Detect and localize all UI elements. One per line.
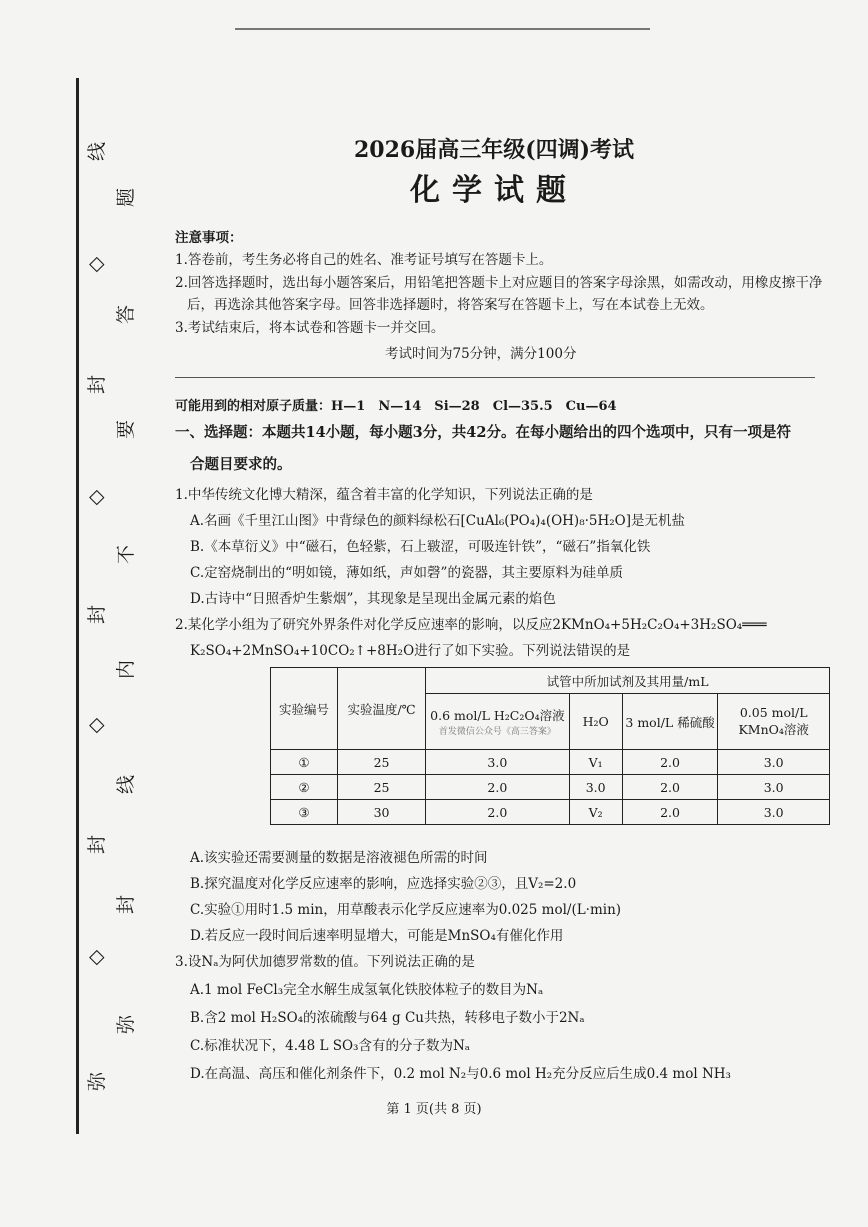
divider xyxy=(175,377,815,378)
q1-option-a: A.名画《千里江山图》中背绿色的颜料绿松石[CuAl₆(PO₄)₄(OH)₈·5H₂O]是无机盐 xyxy=(190,513,686,529)
binding-diamond: ◇ xyxy=(83,717,108,734)
binding-char: 弥 xyxy=(86,1071,109,1092)
q2-option-a: A.该实验还需要测量的数据是溶液褪色所需的时间 xyxy=(190,850,488,866)
table-row xyxy=(271,800,830,825)
notice-item: 2.回答选择题时，选出每小题答案后，用铅笔把答题卡上对应题目的答案字母涂黑，如需改动，用橡皮擦干净 xyxy=(175,275,823,291)
q2-stem: 2.某化学小组为了研究外界条件对化学反应速率的影响，以反应2KMnO₄+5H₂C₂O₄+3H₂SO₄═══ xyxy=(175,617,767,633)
cell-temp: 25 xyxy=(337,775,425,800)
section-heading: 一、选择题：本题共14小题，每小题3分，共42分。在每小题给出的四个选项中，只有一项是符 xyxy=(175,424,791,441)
binding-char: 线 xyxy=(86,141,109,162)
binding-char: 线 xyxy=(115,774,138,795)
q2-option-d: D.若反应一段时间后速率明显增大，可能是MnSO₄有催化作用 xyxy=(190,928,564,944)
q3-stem: 3.设Nₐ为阿伏加德罗常数的值。下列说法正确的是 xyxy=(175,954,475,970)
notice-heading: 注意事项： xyxy=(175,230,243,246)
binding-char: 要 xyxy=(115,419,138,440)
col-header-exp-no: 实验编号 xyxy=(271,668,338,750)
cell-h2so4: 2.0 xyxy=(622,750,718,775)
table-row xyxy=(271,775,830,800)
q2-option-b: B.探究温度对化学反应速率的影响，应选择实验②③，且V₂=2.0 xyxy=(190,876,577,892)
cell-no: ① xyxy=(271,750,338,775)
q3-option-c: C.标准状况下，4.48 L SO₃含有的分子数为Nₐ xyxy=(190,1038,470,1054)
section-heading-cont: 合题目要求的。 xyxy=(190,456,292,473)
q3-option-a: A.1 mol FeCl₃完全水解生成氢氧化铁胶体粒子的数目为Nₐ xyxy=(190,982,544,998)
cell-h2so4: 2.0 xyxy=(622,775,718,800)
binding-diamond: ◇ xyxy=(83,489,108,506)
sub-header-h2c2o4-label: 0.6 mol/L H₂C₂O₄溶液 xyxy=(430,708,565,723)
binding-rule xyxy=(76,78,79,1134)
time-info: 考试时间为75分钟，满分100分 xyxy=(385,346,577,362)
atomic-mass: 可能用到的相对原子质量：H—1 N—14 Si—28 Cl—35.5 Cu—64 xyxy=(175,399,617,414)
sub-header-h2c2o4 xyxy=(426,694,569,750)
binding-char: 封 xyxy=(86,834,109,855)
cell-h2o: 3.0 xyxy=(569,775,622,800)
sub-header-h2so4: 3 mol/L 稀硫酸 xyxy=(622,694,718,750)
cell-h2o: V₂ xyxy=(569,800,622,825)
table-row xyxy=(271,750,830,775)
cell-kmno4: 3.0 xyxy=(718,800,830,825)
q2-option-c: C.实验①用时1.5 min，用草酸表示化学反应速率为0.025 mol/(L·min) xyxy=(190,902,622,918)
cell-kmno4: 3.0 xyxy=(718,750,830,775)
page-top-line xyxy=(235,28,650,30)
watermark-text: 首发微信公众号《高三答案》 xyxy=(438,727,556,737)
group-header: 试管中所加试剂及其用量/mL xyxy=(426,668,830,694)
binding-diamond: ◇ xyxy=(83,949,108,966)
q1-stem: 1.中华传统文化博大精深，蕴含着丰富的化学知识，下列说法正确的是 xyxy=(175,487,593,503)
cell-h2c2o4: 2.0 xyxy=(426,775,569,800)
binding-char: 封 xyxy=(86,374,109,395)
cell-temp: 30 xyxy=(337,800,425,825)
binding-char: 答 xyxy=(115,304,138,325)
binding-char: 题 xyxy=(115,187,138,208)
cell-h2so4: 2.0 xyxy=(622,800,718,825)
cell-no: ③ xyxy=(271,800,338,825)
q3-option-b: B.含2 mol H₂SO₄的浓硫酸与64 g Cu共热，转移电子数小于2Nₐ xyxy=(190,1010,585,1026)
q2-stem-cont: K₂SO₄+2MnSO₄+10CO₂↑+8H₂O进行了如下实验。下列说法错误的是 xyxy=(190,643,631,659)
notice-item: 1.答卷前，考生务必将自己的姓名、准考证号填写在答题卡上。 xyxy=(175,252,553,268)
cell-h2c2o4: 2.0 xyxy=(426,800,569,825)
binding-char: 内 xyxy=(115,659,138,680)
notice-item: 后，再选涂其他答案字母。回答非选择题时，将答案写在答题卡上，写在本试卷上无效。 xyxy=(187,297,714,313)
cell-h2o: V₁ xyxy=(569,750,622,775)
exam-title: 2026届高三年级(四调)考试 xyxy=(353,137,635,163)
binding-diamond: ◇ xyxy=(83,256,108,273)
binding-char: 封 xyxy=(115,894,138,915)
notice-item: 3.考试结束后，将本试卷和答题卡一并交回。 xyxy=(175,320,445,336)
experiment-table xyxy=(270,667,830,825)
binding-char: 弥 xyxy=(115,1014,138,1035)
q1-option-c: C.定窑烧制出的“明如镜，薄如纸，声如磬”的瓷器，其主要原料为硅单质 xyxy=(190,565,623,581)
col-header-temp: 实验温度/℃ xyxy=(337,668,425,750)
q3-option-d: D.在高温、高压和催化剂条件下，0.2 mol N₂与0.6 mol H₂充分反应后生成0.4 mol NH₃ xyxy=(190,1066,731,1082)
q1-option-b: B.《本草衍义》中“磁石，色轻紫，石上皲涩，可吸连针铁”，“磁石”指氧化铁 xyxy=(190,539,651,555)
cell-no: ② xyxy=(271,775,338,800)
cell-kmno4: 3.0 xyxy=(718,775,830,800)
q1-option-d: D.古诗中“日照香炉生紫烟”，其现象是呈现出金属元素的焰色 xyxy=(190,591,556,607)
sub-header-h2o: H₂O xyxy=(569,694,622,750)
cell-temp: 25 xyxy=(337,750,425,775)
binding-char: 封 xyxy=(86,604,109,625)
binding-char: 不 xyxy=(115,544,138,565)
page-footer: 第 1 页(共 8 页) xyxy=(386,1102,482,1117)
cell-h2c2o4: 3.0 xyxy=(426,750,569,775)
sub-header-kmno4: 0.05 mol/L KMnO₄溶液 xyxy=(718,694,830,750)
subject-title: 化学试题 xyxy=(410,173,578,208)
